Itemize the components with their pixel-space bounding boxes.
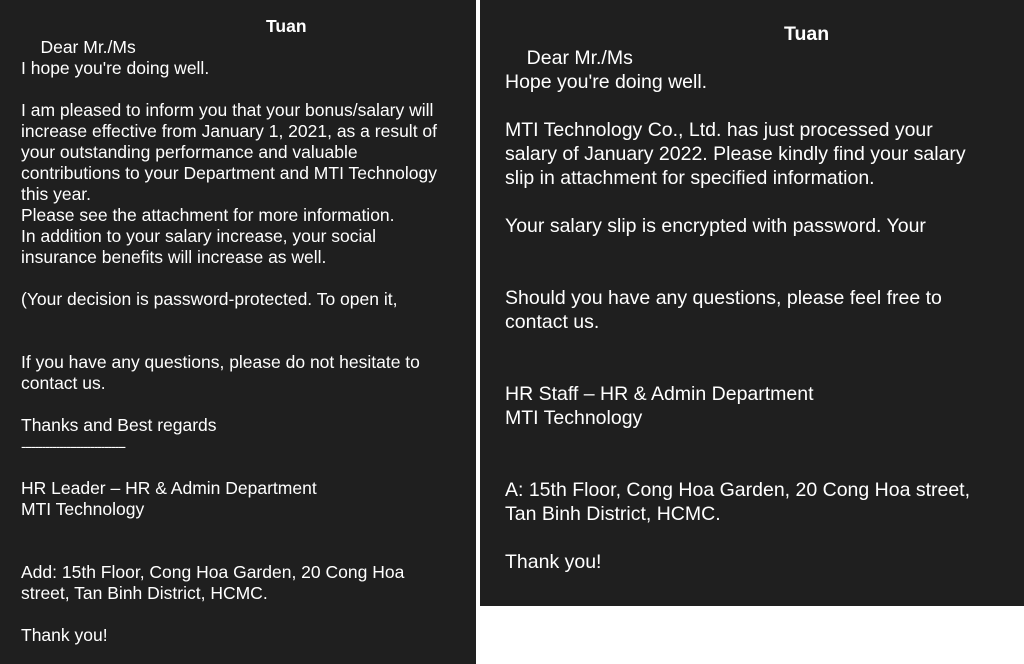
greeting-line xyxy=(21,16,476,57)
left-email-panel xyxy=(0,0,476,664)
right-email-panel xyxy=(480,0,1024,606)
questions-line: contact us. xyxy=(21,373,106,393)
regards-line: Thanks and Best regards xyxy=(21,415,217,435)
questions-line: If you have any questions, please do not hesitate to xyxy=(21,352,420,372)
greeting: Dear Mr./Ms xyxy=(40,37,136,57)
body-line: salary of January 2022. Please kindly find your salary xyxy=(505,143,966,165)
body-line: I am pleased to inform you that your bonus/salary will xyxy=(21,100,434,120)
body-line: this year. xyxy=(21,184,92,204)
closing-line: Thank you! xyxy=(21,625,108,645)
signature-company: MTI Technology xyxy=(21,499,145,519)
address-line: Tan Binh District, HCMC. xyxy=(505,503,721,525)
signature-company: MTI Technology xyxy=(505,407,643,429)
recipient-name: Tuan xyxy=(266,16,307,36)
body-line: slip in attachment for specified information. xyxy=(505,167,875,189)
address-line: A: 15th Floor, Cong Hoa Garden, 20 Cong Hoa street, xyxy=(505,479,971,501)
body-line: Please see the attachment for more information. xyxy=(21,205,395,225)
signature-separator: ------------------------------ xyxy=(21,438,125,454)
body-line: contributions to your Department and MTI Technology xyxy=(21,163,438,183)
greeting-line xyxy=(505,22,1024,69)
opening-line: Hope you're doing well. xyxy=(505,71,708,93)
address-line: Add: 15th Floor, Cong Hoa Garden, 20 Cong Hoa xyxy=(21,562,405,582)
body-line: insurance benefits will increase as well. xyxy=(21,247,327,267)
closing-line: Thank you! xyxy=(505,551,602,573)
body-line: your outstanding performance and valuable xyxy=(21,142,358,162)
password-note: Your salary slip is encrypted with password. Your xyxy=(505,215,926,237)
questions-line: Should you have any questions, please feel free to xyxy=(505,287,942,309)
greeting: Dear Mr./Ms xyxy=(526,47,633,69)
recipient-name: Tuan xyxy=(784,23,830,45)
signature-title: HR Leader – HR & Admin Department xyxy=(21,478,317,498)
body-line: increase effective from January 1, 2021, as a result of xyxy=(21,121,438,141)
opening-line: I hope you're doing well. xyxy=(21,58,210,78)
address-line: street, Tan Binh District, HCMC. xyxy=(21,583,268,603)
signature-title: HR Staff – HR & Admin Department xyxy=(505,383,814,405)
body-line: MTI Technology Co., Ltd. has just processed your xyxy=(505,119,933,141)
body-line: In addition to your salary increase, your social xyxy=(21,226,377,246)
questions-line: contact us. xyxy=(505,311,600,333)
password-note: (Your decision is password-protected. To open it, xyxy=(21,289,398,309)
